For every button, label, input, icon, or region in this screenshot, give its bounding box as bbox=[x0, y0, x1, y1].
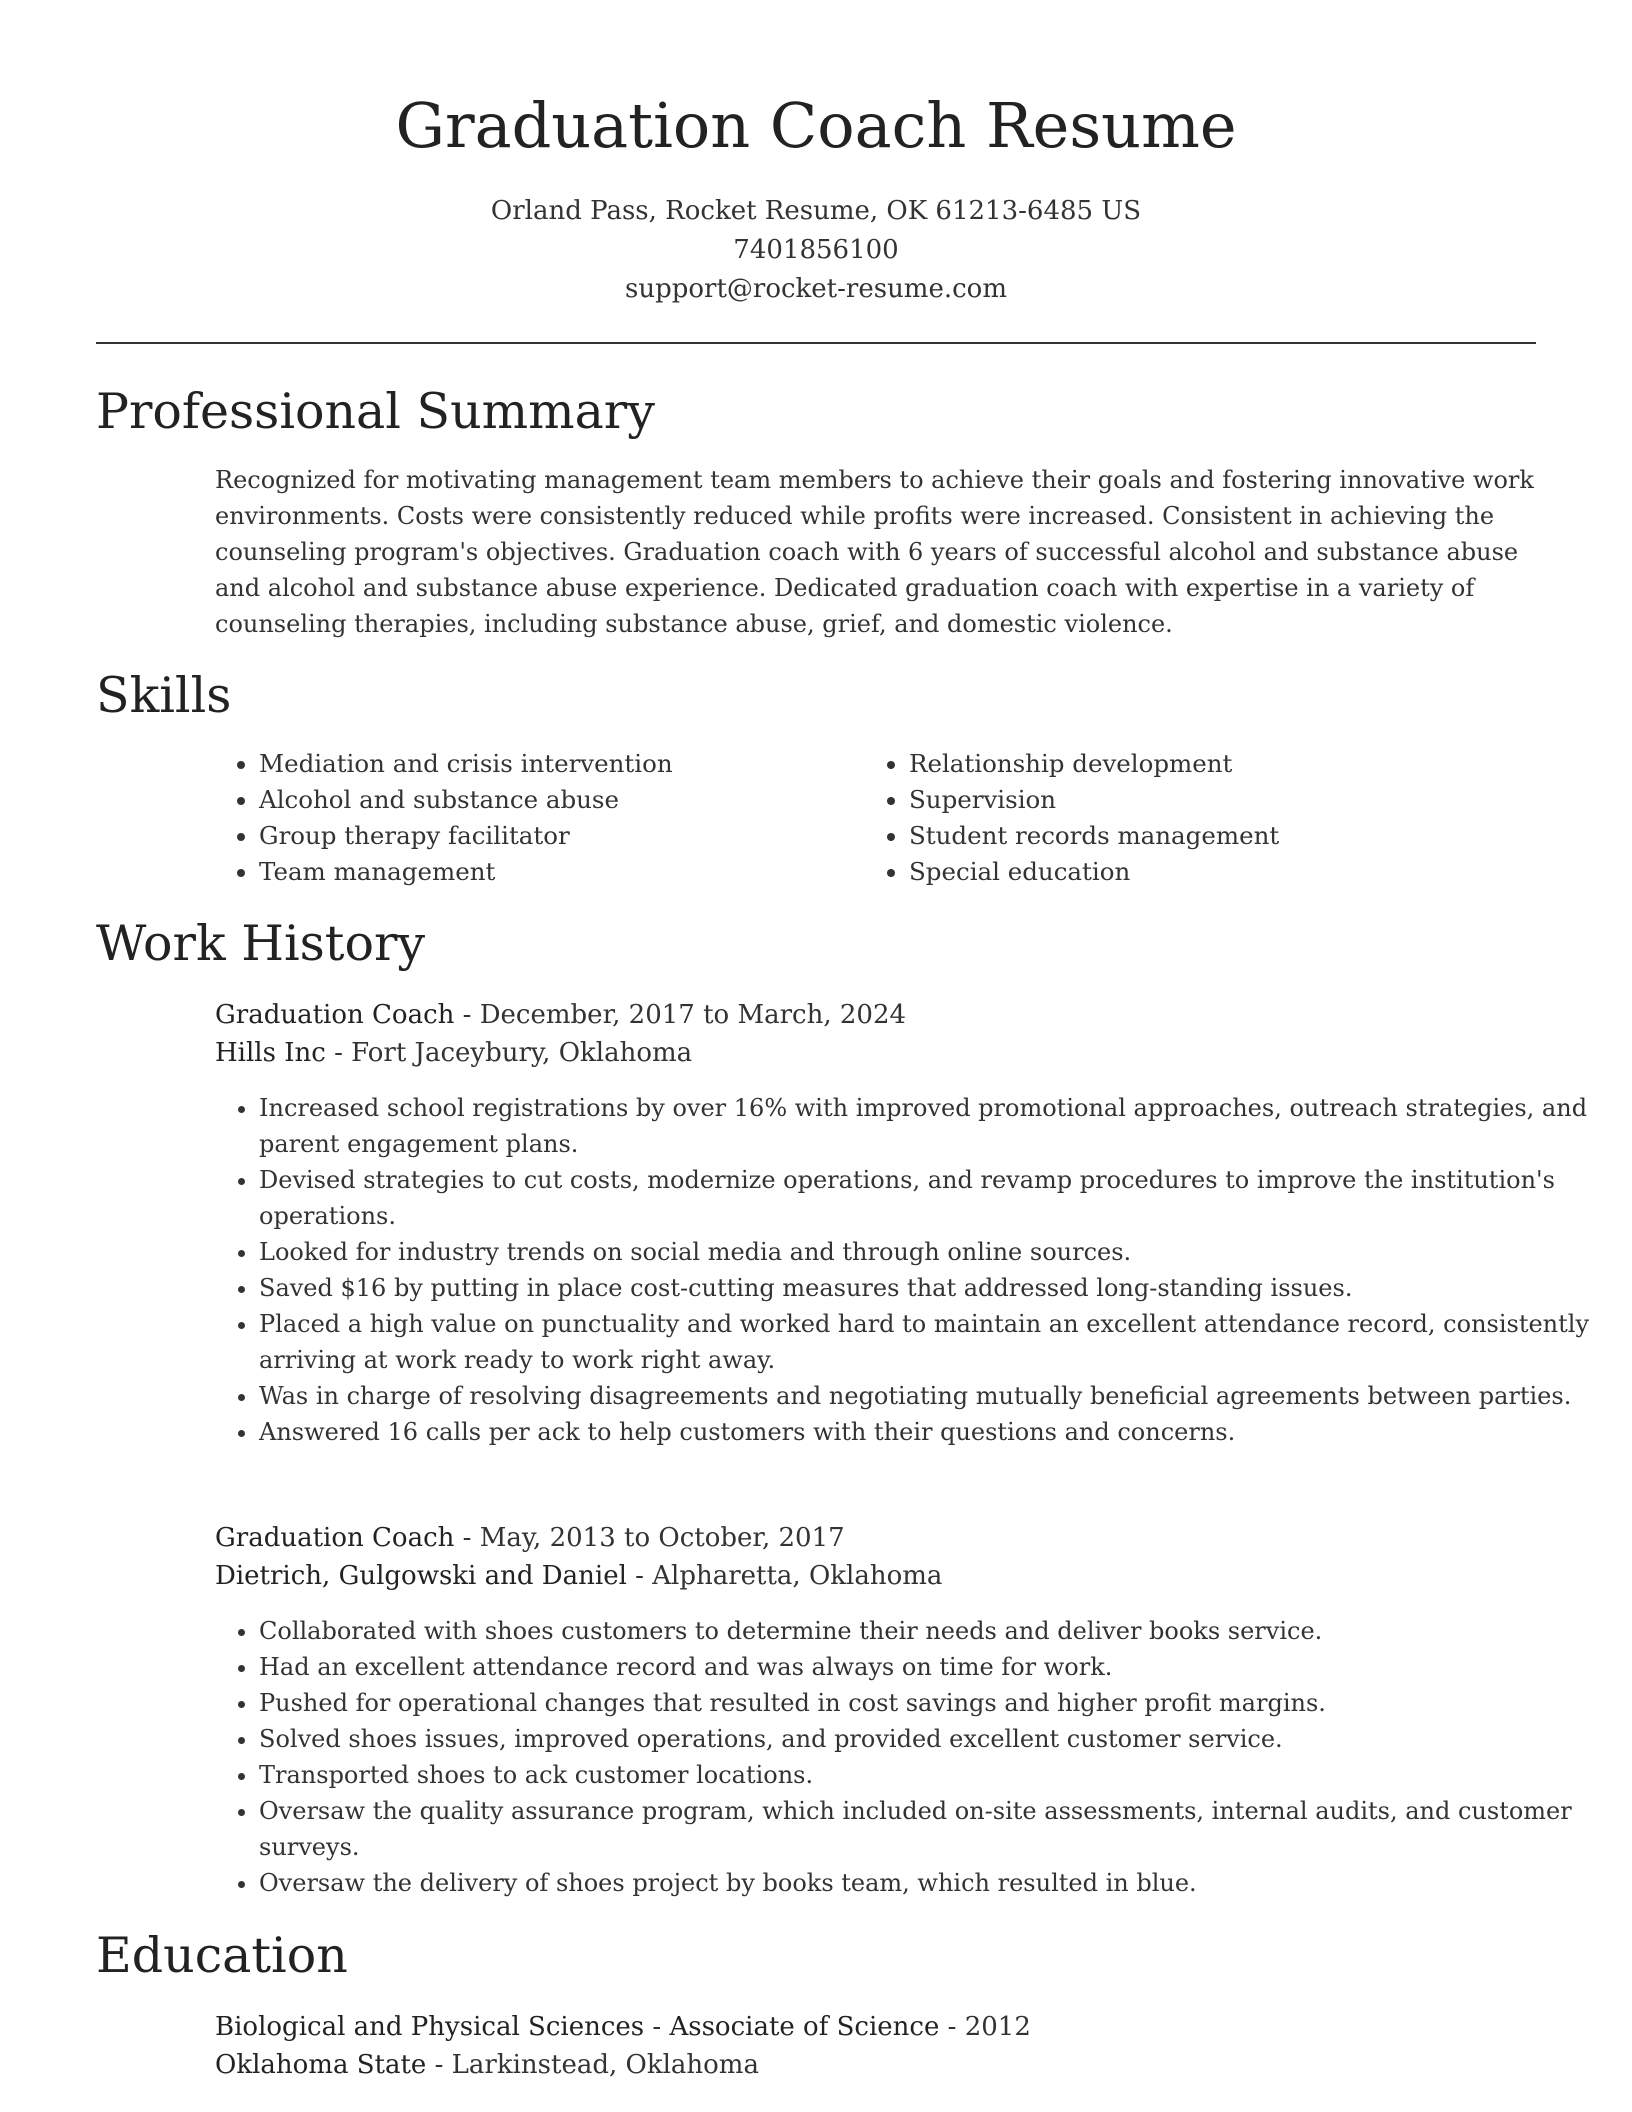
header-divider bbox=[96, 342, 1536, 344]
job-title-line bbox=[215, 1519, 845, 1557]
skills-column-right bbox=[865, 746, 1279, 890]
job-title: Graduation Coach bbox=[215, 1523, 455, 1553]
education-school-line bbox=[215, 2046, 759, 2084]
job-bullets bbox=[215, 1090, 1599, 1450]
education-location: Larkinstead, Oklahoma bbox=[451, 2050, 759, 2080]
job-bullet: • Was in charge of resolving disagreements and negotiating mutually beneficial agreements between parties. bbox=[259, 1378, 1599, 1414]
job-bullet: • Collaborated with shoes customers to determine their needs and deliver books service. bbox=[259, 1613, 1599, 1649]
job-bullet: • Had an excellent attendance record and was always on time for work. bbox=[259, 1649, 1599, 1685]
skill-item: • Student records management bbox=[909, 818, 1279, 854]
job-bullet: • Placed a high value on punctuality and worked hard to maintain an excellent attendance record, consistently arriving at work ready to work right away. bbox=[259, 1306, 1599, 1378]
skill-item: • Special education bbox=[909, 854, 1279, 890]
skill-item: • Alcohol and substance abuse bbox=[259, 782, 673, 818]
job-bullet: • Saved $16 by putting in place cost-cutting measures that addressed long-standing issues. bbox=[259, 1270, 1599, 1306]
contact-phone: 7401856100 bbox=[733, 235, 899, 265]
job-bullet: • Solved shoes issues, improved operations, and provided excellent customer service. bbox=[259, 1721, 1599, 1757]
contact-address: Orland Pass, Rocket Resume, OK 61213-6485 US bbox=[490, 196, 1142, 226]
summary-heading: Professional Summary bbox=[96, 383, 655, 440]
separator: - bbox=[939, 2012, 965, 2042]
skill-item: • Group therapy facilitator bbox=[259, 818, 673, 854]
separator: - bbox=[454, 1523, 480, 1553]
separator: - bbox=[454, 1000, 480, 1030]
separator: - bbox=[426, 2050, 452, 2080]
work-history-heading: Work History bbox=[96, 915, 426, 972]
job-bullets bbox=[215, 1613, 1599, 1901]
job-dates: May, 2013 to October, 2017 bbox=[479, 1523, 845, 1553]
separator: - bbox=[644, 2012, 670, 2042]
contact-block bbox=[0, 192, 1632, 309]
job-bullet: • Devised strategies to cut costs, modernize operations, and revamp procedures to improve the institution's operations. bbox=[259, 1162, 1599, 1234]
education-field: Biological and Physical Sciences bbox=[215, 2012, 645, 2042]
resume-title: Graduation Coach Resume bbox=[395, 89, 1237, 162]
job-bullet: • Increased school registrations by over 16% with improved promotional approaches, outreach strategies, and parent engagement plans. bbox=[259, 1090, 1599, 1162]
job-bullet: • Looked for industry trends on social media and through online sources. bbox=[259, 1234, 1599, 1270]
skills-heading: Skills bbox=[96, 667, 232, 724]
job-location: Alpharetta, Oklahoma bbox=[652, 1561, 943, 1591]
contact-email: support@rocket-resume.com bbox=[624, 274, 1007, 304]
job-dates: December, 2017 to March, 2024 bbox=[479, 1000, 907, 1030]
job-bullet: • Oversaw the delivery of shoes project by books team, which resulted in blue. bbox=[259, 1865, 1599, 1901]
job-company-line bbox=[215, 1557, 942, 1595]
education-degree-line bbox=[215, 2008, 1031, 2046]
skill-item: • Supervision bbox=[909, 782, 1279, 818]
job-company: Hills Inc bbox=[215, 1038, 326, 1068]
skill-item: • Team management bbox=[259, 854, 673, 890]
separator: - bbox=[626, 1561, 653, 1591]
education-degree: Associate of Science bbox=[669, 2012, 940, 2042]
skills-list bbox=[215, 746, 1555, 894]
job-bullet: • Pushed for operational changes that resulted in cost savings and higher profit margins. bbox=[259, 1685, 1599, 1721]
job-bullet: • Transported shoes to ack customer locations. bbox=[259, 1757, 1599, 1793]
education-school: Oklahoma State bbox=[215, 2050, 427, 2080]
job-bullet: • Answered 16 calls per ack to help customers with their questions and concerns. bbox=[259, 1414, 1599, 1450]
job-location: Fort Jaceybury, Oklahoma bbox=[351, 1038, 693, 1068]
separator: - bbox=[325, 1038, 352, 1068]
summary-text: Recognized for motivating management team members to achieve their goals and fostering innovative work environments. Costs were consistently reduced while profits were increased. Consistent in achieving the counseling program's objectives. Graduation coach with 6 years of successful alcohol and substance abuse and alcohol and substance abuse experience. Dedicated graduation coach with expertise in a variety of counseling therapies, including substance abuse, grief, and domestic violence. bbox=[215, 466, 1534, 638]
education-heading: Education bbox=[96, 1927, 348, 1984]
job-bullet: • Oversaw the quality assurance program, which included on-site assessments, internal audits, and customer surveys. bbox=[259, 1793, 1599, 1865]
job-company-line bbox=[215, 1034, 692, 1072]
skills-column-left bbox=[215, 746, 673, 890]
job-title: Graduation Coach bbox=[215, 1000, 455, 1030]
skill-item: • Relationship development bbox=[909, 746, 1279, 782]
education-year: 2012 bbox=[964, 2012, 1031, 2042]
job-title-line bbox=[215, 996, 906, 1034]
job-company: Dietrich, Gulgowski and Daniel bbox=[215, 1561, 627, 1591]
skill-item: • Mediation and crisis intervention bbox=[259, 746, 673, 782]
